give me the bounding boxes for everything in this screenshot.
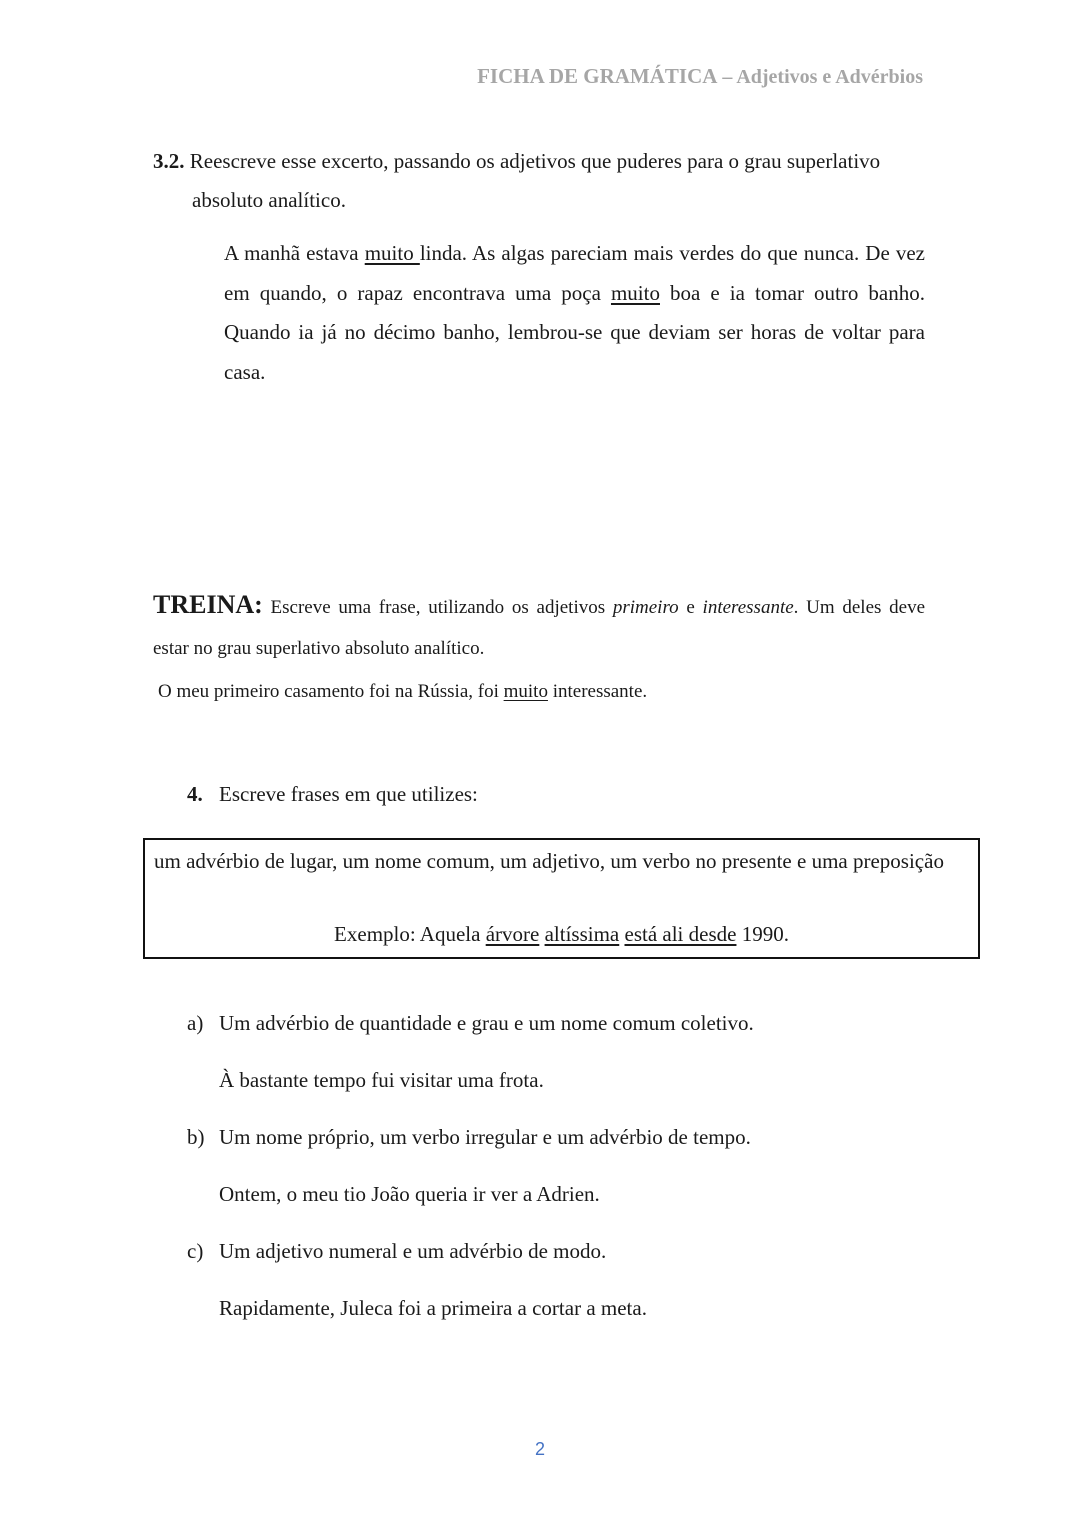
- item-b-answer: Ontem, o meu tio João queria ir ver a Adrien.: [219, 1182, 600, 1206]
- example-word-2: altíssima: [544, 922, 620, 946]
- instruction-box-example: [145, 920, 978, 948]
- question-3-2: [153, 142, 925, 220]
- example-word-3: está ali desde: [624, 922, 737, 946]
- question-4-number: 4.: [187, 782, 203, 806]
- page-header: [477, 64, 923, 89]
- example-suffix: 1990.: [736, 922, 789, 946]
- answer-3-2-part1: A manhã estava: [224, 241, 365, 265]
- question-4: [187, 782, 478, 807]
- treina-text-2: e: [678, 597, 703, 618]
- item-b-question-text: Um nome próprio, um verbo irregular e um advérbio de tempo.: [219, 1125, 751, 1149]
- example-prefix: Exemplo: Aquela: [334, 922, 486, 946]
- instruction-box-text: um advérbio de lugar, um nome comum, um adjetivo, um verbo no presente e uma preposição: [154, 849, 944, 873]
- question-3-2-number: 3.2.: [153, 149, 185, 173]
- header-separator: –: [717, 66, 737, 88]
- treina-answer: [158, 681, 647, 703]
- question-4-text: Escreve frases em que utilizes:: [219, 782, 478, 806]
- page-number: 2: [534, 1439, 545, 1459]
- instruction-box: [143, 838, 980, 959]
- treina-adjective-1: primeiro: [612, 597, 679, 618]
- question-3-2-text-line1: Reescreve esse excerto, passando os adjetivos que puderes para o grau superlativo: [189, 149, 881, 173]
- header-title: FICHA DE GRAMÁTICA: [477, 64, 718, 88]
- example-word-1: árvore: [485, 922, 540, 946]
- treina-text-3: . Um deles deve estar no grau superlativo absoluto analítico.: [153, 597, 926, 659]
- header-subtitle: Adjetivos e Advérbios: [736, 66, 923, 88]
- answer-3-2-part2: linda. As algas pareciam mais verdes do que nunca. De vez em quando, o rapaz encontrava uma poça: [224, 241, 925, 305]
- answer-3-2-part3: boa e ia tomar outro banho. Quando ia já no décimo banho, lembrou-se que deviam ser horas de voltar para casa.: [224, 280, 925, 384]
- treina-answer-part1: O meu primeiro casamento foi na Rússia, foi: [158, 681, 504, 702]
- treina-answer-part2: interessante.: [547, 681, 648, 702]
- treina-text-1: Escreve uma frase, utilizando os adjetivos: [262, 597, 613, 618]
- item-a-question: [187, 1011, 754, 1036]
- treina-exercise: [153, 584, 925, 669]
- item-b-letter: b): [187, 1125, 205, 1149]
- answer-3-2-underlined-1: muito: [364, 241, 420, 265]
- treina-adjective-2: interessante: [702, 597, 794, 618]
- item-c-question-text: Um adjetivo numeral e um advérbio de modo.: [219, 1239, 607, 1263]
- item-c-letter: c): [187, 1239, 204, 1263]
- item-c-question: [187, 1239, 606, 1264]
- item-a-letter: a): [187, 1011, 204, 1035]
- treina-answer-underlined: muito: [503, 681, 548, 702]
- answer-3-2-underlined-2: muito: [610, 280, 660, 305]
- item-a-question-text: Um advérbio de quantidade e grau e um nome comum coletivo.: [219, 1011, 754, 1035]
- treina-label: TREINA:: [153, 590, 263, 619]
- item-a-answer: À bastante tempo fui visitar uma frota.: [219, 1068, 544, 1092]
- item-b-question: [187, 1125, 751, 1150]
- question-3-2-text-line2: absoluto analítico.: [192, 188, 346, 212]
- answer-3-2: [224, 234, 925, 392]
- item-c-answer: Rapidamente, Juleca foi a primeira a cortar a meta.: [219, 1296, 647, 1320]
